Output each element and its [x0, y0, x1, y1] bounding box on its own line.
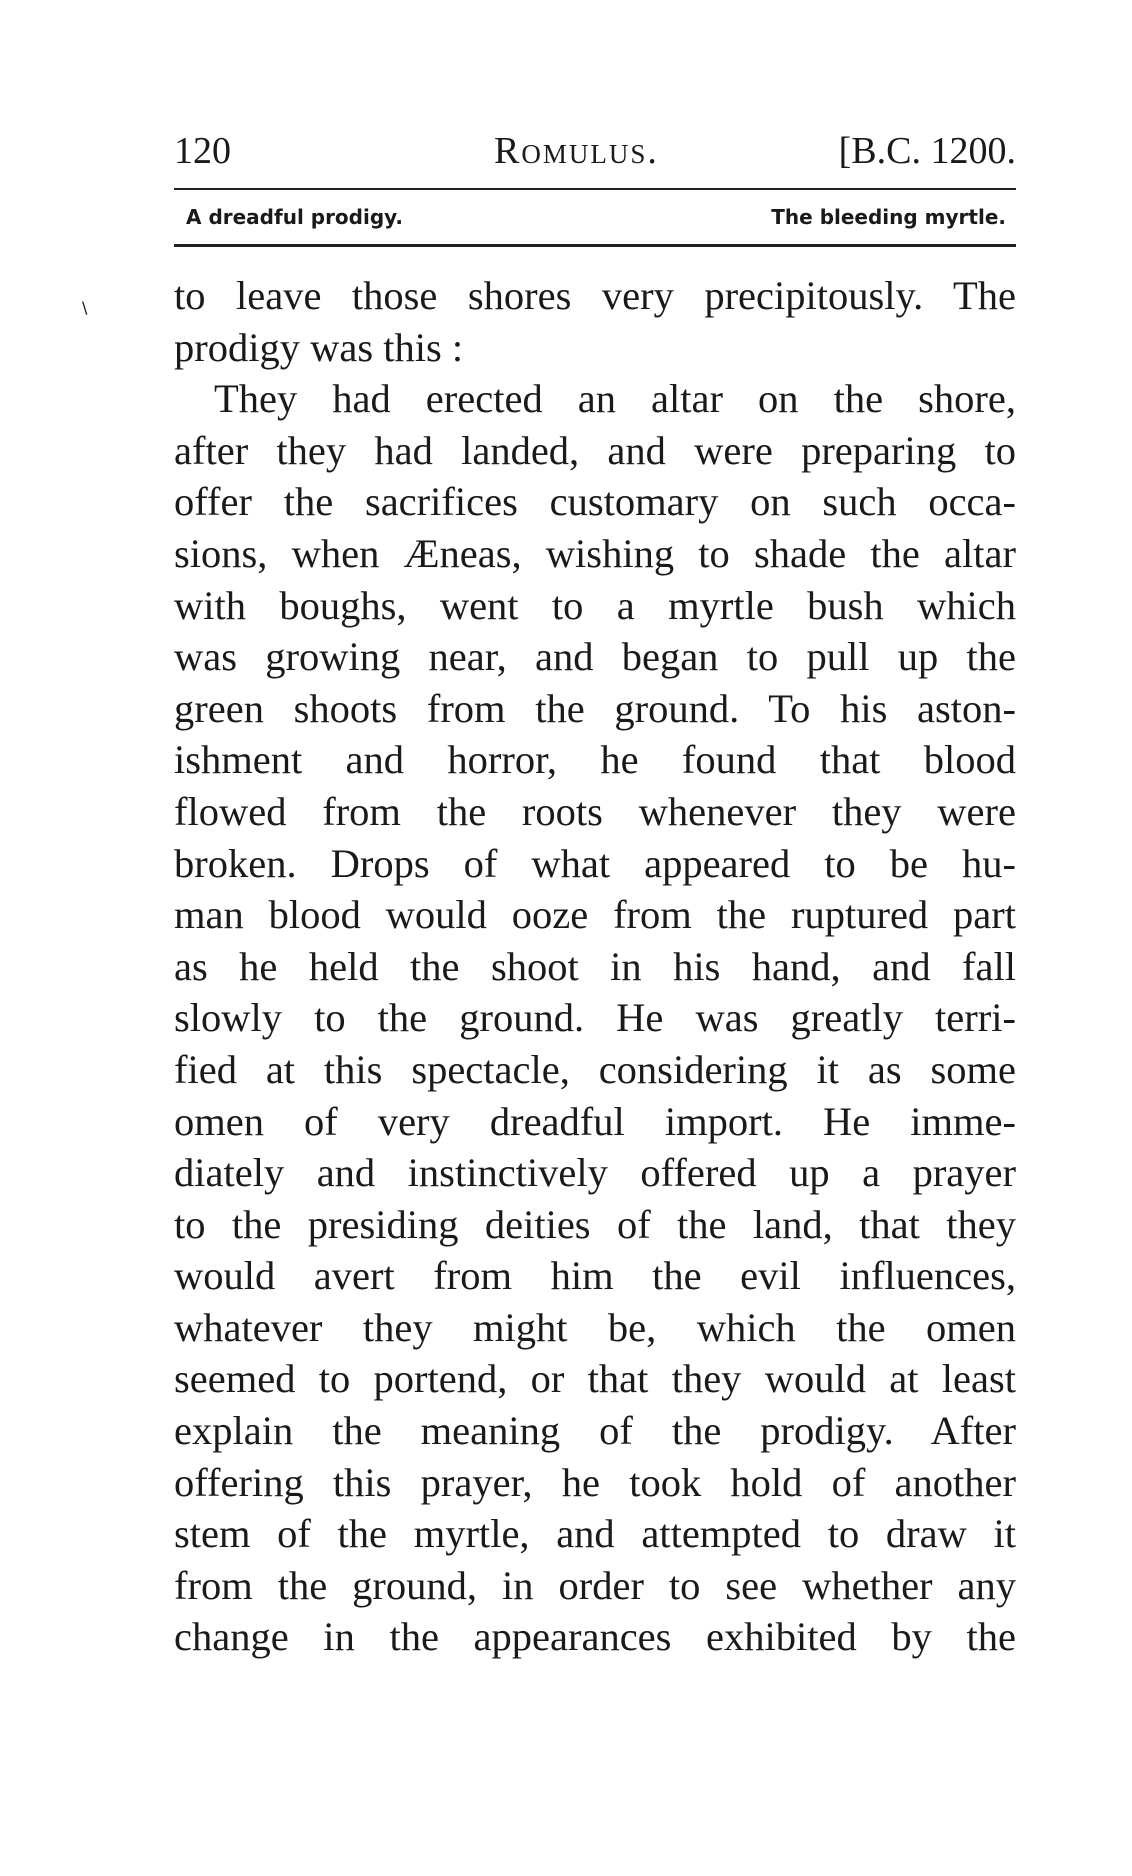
text-line: man blood would ooze from the ruptured part — [174, 892, 1016, 938]
page-number: 120 — [174, 130, 231, 172]
side-headings — [174, 199, 1016, 235]
date-range: [B.C. 1200. — [838, 130, 1016, 172]
text-line: would avert from him the evil influences, — [174, 1253, 1016, 1299]
text-line: after they had landed, and were preparing to — [174, 427, 1016, 473]
text-line: from the ground, in order to see whether any — [174, 1562, 1016, 1608]
text-line: whatever they might be, which the omen — [174, 1304, 1016, 1350]
text-line: change in the appearances exhibited by the — [174, 1614, 1016, 1660]
text-line: diately and instinctively offered up a prayer — [174, 1150, 1016, 1196]
text-line: ishment and horror, he found that blood — [174, 737, 1016, 783]
text-line: offering this prayer, he took hold of another — [174, 1459, 1016, 1505]
stray-mark: \ — [82, 298, 88, 317]
text-line: broken. Drops of what appeared to be hu- — [174, 840, 1016, 886]
text-line: to leave those shores very precipitously. The — [174, 273, 1016, 318]
side-heading-right: The bleeding myrtle. — [771, 205, 1006, 229]
text-line: sions, when Æneas, wishing to shade the altar — [174, 530, 1016, 576]
header-rule-top — [174, 188, 1016, 190]
book-title: Romulus. — [494, 130, 659, 172]
text-line: They had erected an altar on the shore, — [214, 376, 1016, 422]
text-line: slowly to the ground. He was greatly terri- — [174, 995, 1016, 1041]
text-line: offer the sacrifices customary on such occa- — [174, 479, 1016, 525]
text-line: was growing near, and began to pull up the — [174, 634, 1016, 680]
text-line: as he held the shoot in his hand, and fall — [174, 943, 1016, 989]
text-line: prodigy was this : — [174, 324, 464, 370]
text-line: green shoots from the ground. To his aston- — [174, 685, 1016, 731]
header-rule-bottom — [174, 244, 1016, 247]
text-line: seemed to portend, or that they would at least — [174, 1356, 1016, 1402]
text-line: with boughs, went to a myrtle bush which — [174, 582, 1016, 628]
text-line: flowed from the roots whenever they were — [174, 788, 1016, 834]
running-head — [174, 126, 1016, 176]
body-text — [174, 270, 1016, 1663]
text-line: to the presiding deities of the land, that they — [174, 1201, 1016, 1247]
text-line: explain the meaning of the prodigy. After — [174, 1408, 1016, 1454]
side-heading-left: A dreadful prodigy. — [186, 205, 403, 229]
text-line: stem of the myrtle, and attempted to draw it — [174, 1511, 1016, 1557]
text-line: omen of very dreadful import. He imme- — [174, 1098, 1016, 1144]
text-line: fied at this spectacle, considering it as some — [174, 1046, 1016, 1092]
